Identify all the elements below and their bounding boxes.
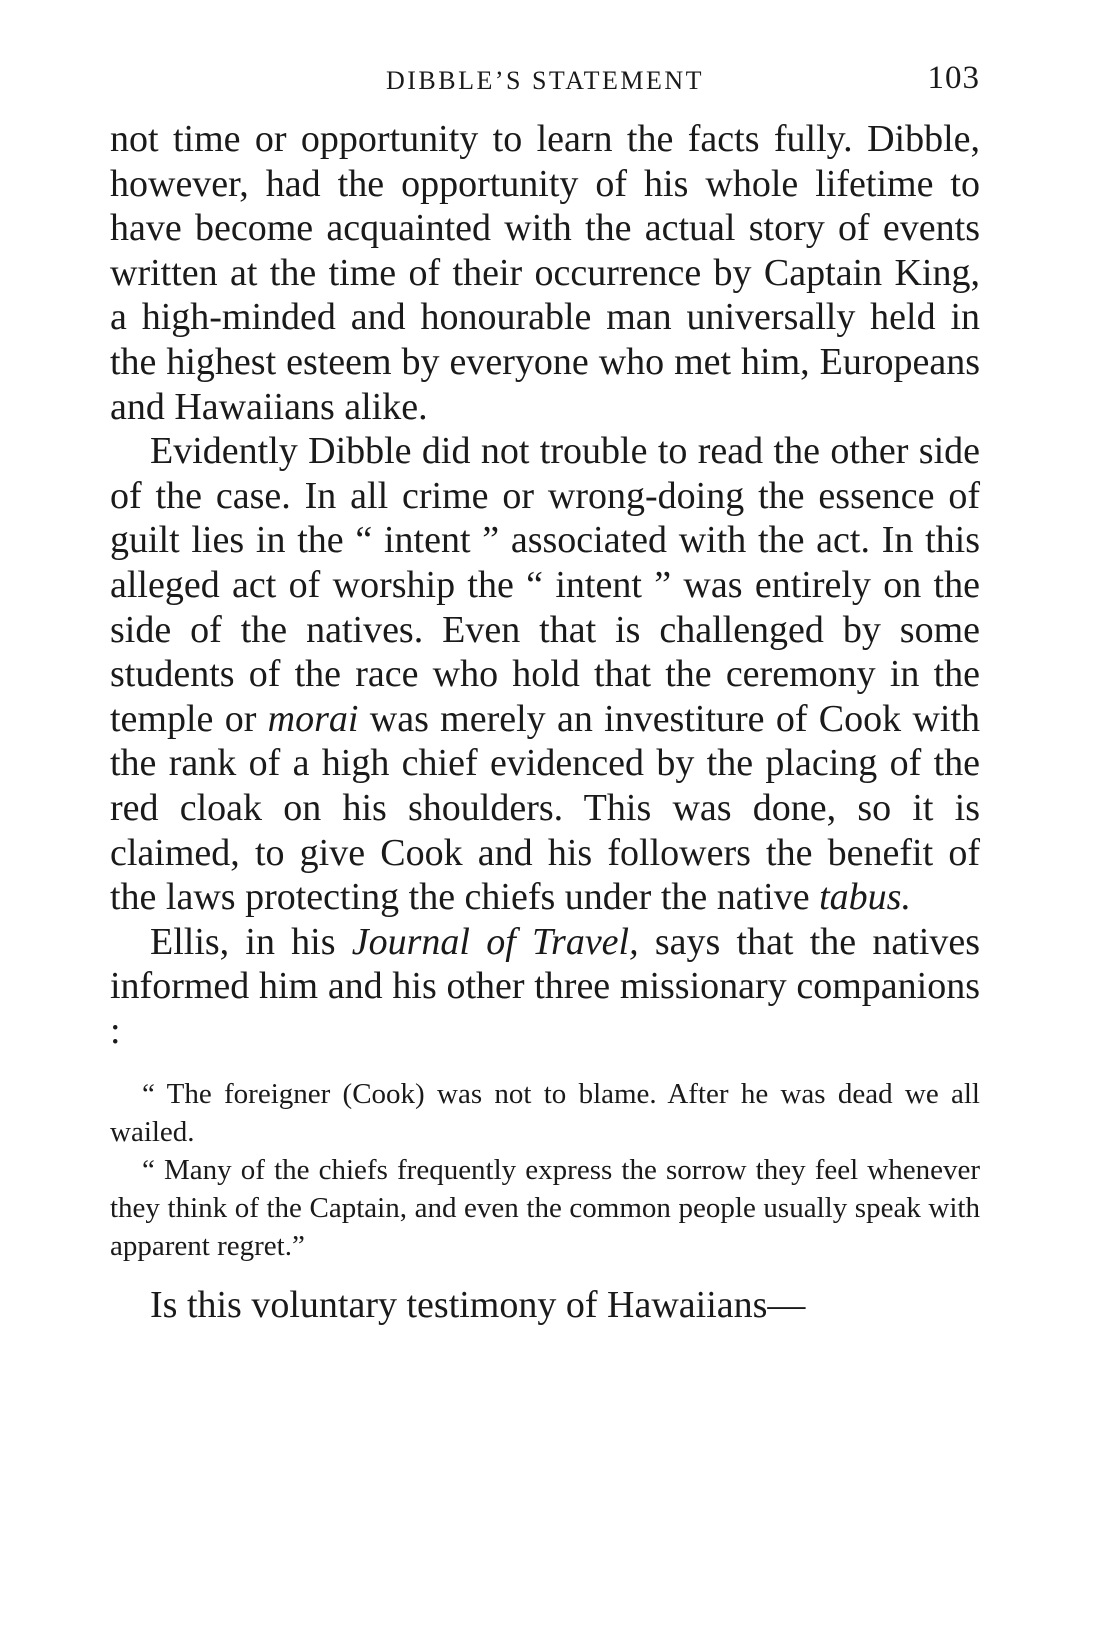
- paragraph-text: Evidently Dibble did not trouble to read the other side of the case. In all crime or wrong-doing the essence of guilt lies in the “ intent ” associated with the act. In this alleged act of worship the “ intent ” was entirely on the side of the natives. Even that is challenged by some students of the race who hold that the ceremony in the temple or: [110, 430, 980, 740]
- paragraph-text: was merely an investiture of Cook with the rank of a high chief evidenced by the placing of the red cloak on his shoulders. This was done, so it is claimed, to give Cook and his followers the benefit of the laws protecting the chiefs under the native: [110, 697, 980, 919]
- italic-book-title: Journal of Travel,: [351, 920, 639, 963]
- paragraph-text: Ellis, in his: [150, 920, 352, 963]
- quote-paragraph-1: “ The foreigner (Cook) was not to blame. After he was dead we all wailed.: [110, 1078, 980, 1149]
- paragraph-continuation: [110, 117, 980, 429]
- italic-term-morai: morai: [267, 697, 359, 740]
- paragraph-ellis: [110, 920, 980, 1054]
- quote-paragraph-2: “ Many of the chiefs frequently express the sorrow they feel whenever they think of the Captain, and even the common people usually speak with apparent regret.”: [110, 1154, 980, 1263]
- paragraph-text: not time or opportunity to learn the facts fully. Dibble, however, had the opportunity of his whole lifetime to have become acquainted with the actual story of events written at the time of their occurrence by Captain King, a high-minded and honourable man universally held in the highest esteem by everyone who met him, Europeans and Hawaiians alike.: [110, 118, 980, 428]
- page-number: 103: [927, 60, 980, 96]
- body-text: [110, 117, 980, 1328]
- paragraph-dibble-intent: [110, 429, 980, 920]
- italic-term-tabus: tabus.: [819, 876, 911, 919]
- paragraph-final: Is this voluntary testimony of Hawaiians—: [150, 1284, 806, 1327]
- block-quote: [110, 1075, 980, 1265]
- paragraph-text: says that the natives informed him and his other three missionary companions :: [110, 920, 981, 1052]
- running-head: DIBBLE’S STATEMENT: [385, 66, 705, 95]
- page-header: [110, 60, 980, 104]
